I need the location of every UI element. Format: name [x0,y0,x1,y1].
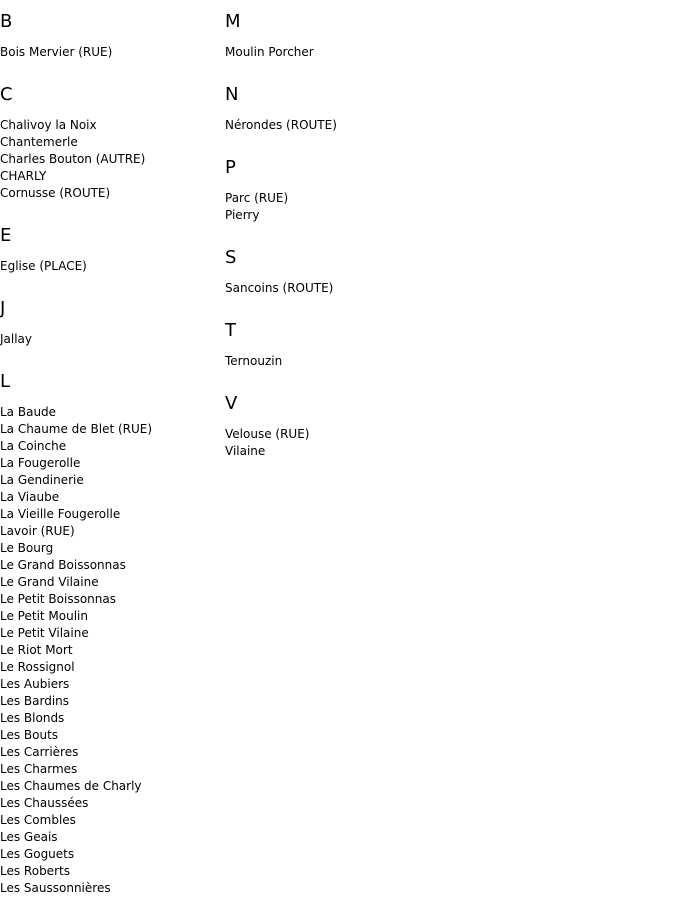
street-link[interactable]: Les Chaumes de Charly [0,779,142,793]
street-link[interactable]: Sancoins (ROUTE) [225,281,334,295]
street-list [225,353,445,370]
street-link[interactable]: CHARLY [0,169,47,183]
street-link[interactable]: Le Rossignol [0,660,75,674]
street-link[interactable]: Bois Mervier (RUE) [0,45,113,59]
letter-section [225,319,445,370]
section-letter-heading: M [225,11,241,32]
street-link[interactable]: Le Riot Mort [0,643,73,657]
street-link[interactable]: Le Grand Vilaine [0,575,99,589]
street-link[interactable]: Les Saussonnières [0,881,111,895]
street-link[interactable]: Les Roberts [0,864,70,878]
letter-section [225,392,445,460]
street-link[interactable]: Les Goguets [0,847,75,861]
street-link[interactable]: Cornusse (ROUTE) [0,186,111,200]
section-letter-heading: T [225,320,236,341]
street-link[interactable]: La Chaume de Blet (RUE) [0,422,153,436]
street-link[interactable]: Chantemerle [0,135,78,149]
street-list [0,404,220,897]
section-letter-heading: N [225,84,239,105]
section-letter-heading: C [0,84,13,105]
street-link[interactable]: La Baude [0,405,57,419]
street-link[interactable]: Charles Bouton (AUTRE) [0,152,146,166]
street-link[interactable]: Ternouzin [225,354,283,368]
street-link[interactable]: La Vieille Fougerolle [0,507,121,521]
street-link[interactable]: Pierry [225,208,260,222]
letter-section [225,246,445,297]
letter-section [225,156,445,224]
street-link[interactable]: Les Bardins [0,694,70,708]
letter-section [0,224,220,275]
street-link[interactable]: Jallay [0,332,33,346]
street-link[interactable]: Les Bouts [0,728,59,742]
street-list [225,426,445,460]
street-index-left-column [0,10,220,909]
street-link[interactable]: Parc (RUE) [225,191,289,205]
street-list [0,258,220,275]
street-link[interactable]: Lavoir (RUE) [0,524,75,538]
letter-section [0,83,220,202]
street-link[interactable]: Les Chaussées [0,796,89,810]
street-link[interactable]: Les Charmes [0,762,78,776]
section-letter-heading: J [0,298,6,319]
street-list [0,331,220,348]
street-link[interactable]: Les Blonds [0,711,65,725]
street-link[interactable]: Le Bourg [0,541,54,555]
street-link[interactable]: Le Petit Moulin [0,609,88,623]
street-list [225,44,445,61]
street-link[interactable]: Les Aubiers [0,677,70,691]
section-letter-heading: V [225,393,238,414]
street-link[interactable]: Les Carrières [0,745,79,759]
letter-section [0,370,220,897]
street-link[interactable]: Moulin Porcher [225,45,314,59]
section-letter-heading: L [0,371,11,392]
street-list [0,44,220,61]
street-link[interactable]: Les Combles [0,813,76,827]
street-list [225,117,445,134]
street-link[interactable]: Les Geais [0,830,58,844]
street-list [0,117,220,202]
street-link[interactable]: La Viaube [0,490,60,504]
street-link[interactable]: Le Petit Boissonnas [0,592,116,606]
section-letter-heading: P [225,157,236,178]
street-link[interactable]: Le Petit Vilaine [0,626,89,640]
street-link[interactable]: Velouse (RUE) [225,427,310,441]
letter-section [0,297,220,348]
street-index-right-column [225,10,445,482]
section-letter-heading: S [225,247,237,268]
street-link[interactable]: Nérondes (ROUTE) [225,118,337,132]
street-link[interactable]: Eglise (PLACE) [0,259,87,273]
street-link[interactable]: Chalivoy la Noix [0,118,97,132]
street-list [225,280,445,297]
street-link[interactable]: Le Grand Boissonnas [0,558,126,572]
letter-section [225,83,445,134]
street-link[interactable]: La Fougerolle [0,456,81,470]
street-link[interactable]: La Coinche [0,439,67,453]
street-link[interactable]: La Gendinerie [0,473,84,487]
section-letter-heading: E [0,225,12,246]
street-list [225,190,445,224]
letter-section [225,10,445,61]
section-letter-heading: B [0,11,13,32]
street-link[interactable]: Vilaine [225,444,266,458]
letter-section [0,10,220,61]
